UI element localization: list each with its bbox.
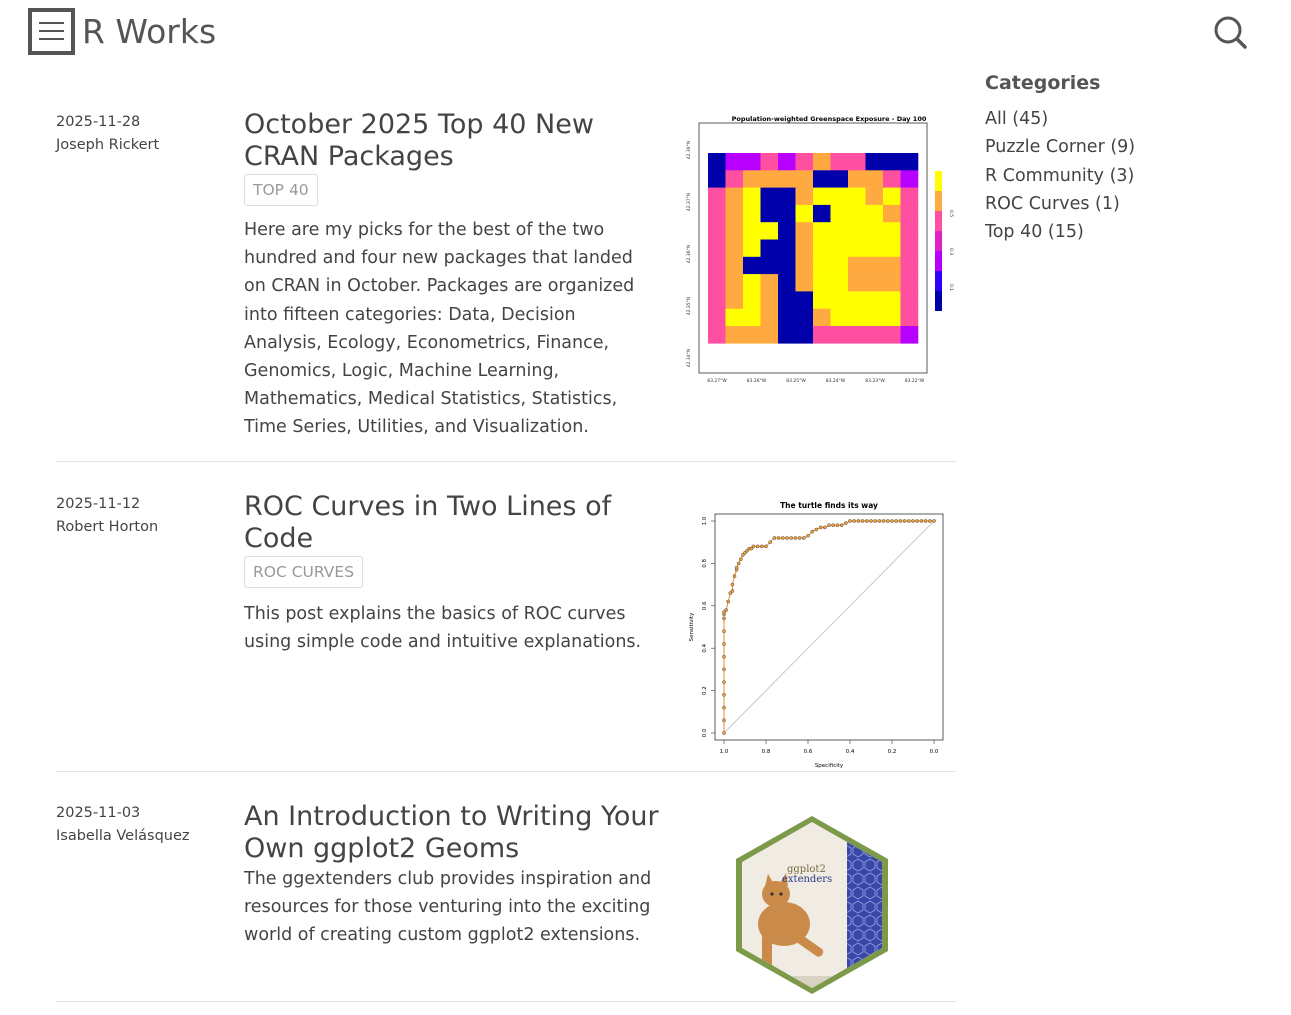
heatmap-cell [726, 309, 744, 327]
hamburger-menu-icon[interactable] [28, 8, 75, 55]
heatmap-x-ticks [707, 378, 925, 384]
heatmap-cell [813, 309, 831, 327]
heatmap-cell [831, 153, 849, 171]
roc-point [722, 719, 725, 722]
heatmap-cell [726, 326, 744, 344]
category-link-top-40[interactable]: Top 40 (15) [985, 222, 1084, 243]
post-thumbnail-heatmap[interactable] [686, 112, 958, 388]
site-title[interactable]: R Works [82, 12, 217, 51]
heatmap-cell [831, 257, 849, 275]
roc-x-tick: 0.4 [845, 749, 855, 755]
post-excerpt: This post explains the basics of ROC curves using simple code and intuitive explanations. [244, 604, 642, 653]
roc-point [722, 617, 725, 620]
heatmap-cell [883, 291, 901, 309]
roc-point [722, 630, 725, 633]
heatmap-cell [796, 309, 814, 327]
search-icon[interactable] [1212, 14, 1248, 50]
post-excerpt: Here are my picks for the best of the two hundred and four new packages that landed on CRAN in October. Packages are organized into fifteen categories: Data, Decision Analysis, Ecology, Econometrics, Finance, Genomics, Logic, Machine Learning, Mathematics, Medical Statistics, Statistics, Time Series, Utilities, and Visualization. [244, 220, 635, 438]
heatmap-cell [708, 257, 726, 275]
roc-point [861, 519, 864, 522]
roc-point [932, 519, 935, 522]
roc-point [853, 519, 856, 522]
heatmap-cell [796, 170, 814, 188]
roc-x-tick: 0.8 [761, 749, 771, 755]
post-title[interactable]: An Introduction to Writing Your Own ggplot2 Geoms [244, 801, 659, 864]
post-meta [56, 493, 236, 539]
roc-x-tick: 0.6 [803, 749, 813, 755]
roc-x-ticks [720, 740, 939, 755]
heatmap-cell [761, 222, 779, 240]
roc-point [722, 706, 725, 709]
heatmap-cell [848, 188, 866, 206]
roc-point [857, 519, 860, 522]
roc-point [769, 541, 772, 544]
heatmap-cell [831, 240, 849, 258]
post-title[interactable]: ROC Curves in Two Lines of Code [244, 491, 612, 554]
heatmap-cell [796, 326, 814, 344]
heatmap-cell [708, 326, 726, 344]
heatmap-cell [726, 222, 744, 240]
category-link-puzzle-corner[interactable]: Puzzle Corner (9) [985, 137, 1136, 158]
post-tag[interactable]: TOP 40 [244, 174, 318, 206]
heatmap-cell [901, 153, 919, 171]
heatmap-cell [813, 257, 831, 275]
heatmap-cell [831, 188, 849, 206]
roc-point [794, 536, 797, 539]
roc-point [733, 575, 736, 578]
heatmap-cell [778, 222, 796, 240]
heatmap-cell [848, 291, 866, 309]
heatmap-cell [813, 274, 831, 292]
roc-point [806, 534, 809, 537]
roc-point [727, 600, 730, 603]
roc-point [895, 519, 898, 522]
heatmap-cell [726, 274, 744, 292]
roc-point [798, 536, 801, 539]
heatmap-cell [831, 170, 849, 188]
heatmap-x-tick: 83.26°W [746, 379, 767, 384]
roc-y-tick: 0.0 [702, 728, 708, 738]
heatmap-cell [901, 222, 919, 240]
heatmap-cell [813, 170, 831, 188]
legend-tick: 0.3 [948, 248, 953, 256]
post-date: 2025-11-03 [56, 805, 141, 821]
heatmap-cell [778, 205, 796, 223]
heatmap-cell [796, 240, 814, 258]
roc-point [752, 545, 755, 548]
roc-point [865, 519, 868, 522]
heatmap-cell [848, 309, 866, 327]
heatmap-cell [796, 291, 814, 309]
heatmap-cell [743, 291, 761, 309]
heatmap-cell [813, 188, 831, 206]
heatmap-cell [813, 326, 831, 344]
post-thumbnail-roc-chart[interactable] [686, 498, 948, 770]
heatmap-cell [796, 222, 814, 240]
heatmap-cell [796, 153, 814, 171]
heatmap-cell [708, 274, 726, 292]
heatmap-cell [848, 257, 866, 275]
post-meta [56, 802, 236, 848]
roc-point [840, 524, 843, 527]
roc-point [790, 536, 793, 539]
roc-point [878, 519, 881, 522]
heatmap-cell [796, 274, 814, 292]
heatmap-cell [761, 240, 779, 258]
legend-tick: 0.1 [948, 284, 953, 292]
roc-point [920, 519, 923, 522]
heatmap-cell [778, 291, 796, 309]
heatmap-cell [726, 257, 744, 275]
site-header [0, 0, 1291, 64]
heatmap-cell [866, 222, 884, 240]
roc-point [725, 608, 728, 611]
roc-point [773, 536, 776, 539]
heatmap-cell [708, 222, 726, 240]
post-author: Isabella Velásquez [56, 828, 190, 844]
heatmap-cell [778, 257, 796, 275]
post-title[interactable]: October 2025 Top 40 New CRAN Packages [244, 109, 594, 172]
roc-point [869, 519, 872, 522]
heatmap-cell [901, 257, 919, 275]
heatmap-cell [831, 309, 849, 327]
category-link-roc-curves[interactable]: ROC Curves (1) [985, 193, 1120, 214]
heatmap-cell [866, 170, 884, 188]
roc-y-tick: 1.0 [702, 516, 708, 526]
roc-point [722, 655, 725, 658]
roc-point [722, 693, 725, 696]
heatmap-cell [813, 240, 831, 258]
heatmap-cell [761, 309, 779, 327]
roc-x-tick: 1.0 [719, 749, 729, 755]
roc-x-tick: 0.0 [929, 749, 939, 755]
heatmap-cell [848, 170, 866, 188]
heatmap-cell [866, 291, 884, 309]
heatmap-cell [848, 326, 866, 344]
roc-point [760, 545, 763, 548]
roc-point [802, 536, 805, 539]
post-author: Joseph Rickert [56, 137, 160, 153]
roc-point [815, 528, 818, 531]
categories-sidebar [985, 70, 1235, 246]
roc-point [819, 526, 822, 529]
heatmap-cell [726, 188, 744, 206]
heatmap-title: Population-weighted Greenspace Exposure - Day 100 [731, 115, 927, 123]
roc-point [903, 519, 906, 522]
heatmap-cell [778, 170, 796, 188]
roc-point [777, 536, 780, 539]
heatmap-cell [866, 257, 884, 275]
roc-point [756, 545, 759, 548]
heatmap-cell [901, 240, 919, 258]
heatmap-cell [883, 170, 901, 188]
heatmap-color-legend [935, 171, 954, 311]
legend-tick: 0.5 [948, 210, 953, 218]
heatmap-cell [778, 153, 796, 171]
heatmap-cell [848, 274, 866, 292]
roc-y-tick: 0.6 [702, 601, 708, 611]
heatmap-x-tick: 83.27°W [707, 379, 727, 384]
heatmap-cell [883, 240, 901, 258]
heatmap-cell [901, 274, 919, 292]
heatmap-x-tick: 83.23°W [865, 379, 885, 384]
roc-point [827, 524, 830, 527]
heatmap-cell [883, 326, 901, 344]
heatmap-cell [743, 153, 761, 171]
heatmap-cell [796, 205, 814, 223]
heatmap-y-tick: 42.34°N [687, 348, 692, 368]
post-excerpt: The ggextenders club provides inspiration and resources for those venturing into the exciting world of creating custom ggplot2 extensions. [244, 869, 652, 946]
post-list-item [56, 100, 956, 462]
roc-point [874, 519, 877, 522]
heatmap-cell [866, 240, 884, 258]
heatmap-cell [901, 170, 919, 188]
heatmap-cell [761, 170, 779, 188]
post-thumbnail-hex-logo[interactable] [732, 816, 892, 996]
heatmap-cell [883, 205, 901, 223]
post-meta [56, 111, 236, 157]
post-list-item [56, 772, 956, 1002]
roc-point [739, 558, 742, 561]
heatmap-cell [866, 274, 884, 292]
roc-y-tick: 0.8 [702, 559, 708, 568]
heatmap-cell [883, 274, 901, 292]
heatmap-cell [726, 205, 744, 223]
roc-point [848, 519, 851, 522]
heatmap-cell [743, 170, 761, 188]
roc-point [844, 522, 847, 525]
heatmap-y-tick: 42.36°N [687, 244, 692, 264]
roc-point [899, 519, 902, 522]
heatmap-cell [813, 153, 831, 171]
roc-y-tick: 0.4 [702, 643, 708, 653]
roc-point [722, 668, 725, 671]
heatmap-cell [831, 291, 849, 309]
roc-point [836, 524, 839, 527]
heatmap-cell [883, 222, 901, 240]
heatmap-cell [866, 326, 884, 344]
roc-point [764, 545, 767, 548]
heatmap-cell [831, 205, 849, 223]
roc-ylabel: Sensitivity [689, 612, 695, 642]
heatmap-x-tick: 83.22°W [904, 379, 925, 384]
heatmap-y-tick: 42.37°N [687, 192, 692, 212]
heatmap-cell [743, 257, 761, 275]
heatmap-cell [848, 205, 866, 223]
roc-point [924, 519, 927, 522]
post-author: Robert Horton [56, 519, 159, 535]
roc-y-ticks [702, 516, 715, 737]
logo-text-line2: extenders [782, 874, 833, 885]
heatmap-cell [866, 188, 884, 206]
heatmap-cell [813, 291, 831, 309]
heatmap-cell [866, 153, 884, 171]
heatmap-cell [796, 188, 814, 206]
roc-x-tick: 0.2 [887, 749, 897, 755]
heatmap-cell [778, 326, 796, 344]
post-date: 2025-11-28 [56, 114, 141, 130]
roc-point [907, 519, 910, 522]
post-list-item [56, 462, 956, 772]
heatmap-cell [708, 188, 726, 206]
heatmap-cell [761, 205, 779, 223]
heatmap-y-tick: 42.35°N [687, 296, 692, 316]
heatmap-cell [761, 188, 779, 206]
heatmap-cell [778, 240, 796, 258]
heatmap-cell [743, 205, 761, 223]
heatmap-cell [848, 153, 866, 171]
heatmap-grid [708, 153, 918, 344]
heatmap-y-tick: 42.39°N [687, 140, 692, 160]
heatmap-cell [796, 257, 814, 275]
heatmap-cell [831, 326, 849, 344]
heatmap-cell [883, 153, 901, 171]
roc-point [722, 731, 725, 734]
heatmap-cell [778, 309, 796, 327]
heatmap-cell [761, 291, 779, 309]
heatmap-cell [761, 326, 779, 344]
heatmap-cell [831, 274, 849, 292]
heatmap-cell [901, 205, 919, 223]
heatmap-cell [883, 309, 901, 327]
heatmap-cell [726, 240, 744, 258]
heatmap-cell [761, 153, 779, 171]
heatmap-cell [778, 188, 796, 206]
heatmap-cell [831, 222, 849, 240]
heatmap-cell [901, 291, 919, 309]
heatmap-cell [726, 170, 744, 188]
post-tag[interactable]: ROC CURVES [244, 556, 363, 588]
roc-point [731, 583, 734, 586]
heatmap-cell [708, 170, 726, 188]
roc-point [911, 519, 914, 522]
heatmap-cell [743, 309, 761, 327]
category-link-r-community[interactable]: R Community (3) [985, 165, 1135, 186]
heatmap-cell [708, 240, 726, 258]
heatmap-cell [726, 291, 744, 309]
roc-point [785, 536, 788, 539]
heatmap-cell [708, 309, 726, 327]
heatmap-cell [743, 188, 761, 206]
heatmap-cell [813, 205, 831, 223]
roc-point [735, 566, 738, 569]
scrollbar[interactable] [1286, 0, 1291, 1015]
roc-point [886, 519, 889, 522]
roc-point [781, 536, 784, 539]
heatmap-cell [743, 274, 761, 292]
heatmap-cell [743, 326, 761, 344]
roc-point [890, 519, 893, 522]
roc-point [916, 519, 919, 522]
roc-point [928, 519, 931, 522]
categories-heading: Categories [985, 72, 1101, 94]
heatmap-cell [708, 153, 726, 171]
heatmap-cell [743, 240, 761, 258]
roc-point [737, 562, 740, 565]
roc-point [731, 589, 734, 592]
post-date: 2025-11-12 [56, 496, 141, 512]
heatmap-cell [708, 291, 726, 309]
roc-point [832, 524, 835, 527]
roc-point [722, 681, 725, 684]
roc-point [811, 530, 814, 533]
heatmap-cell [866, 205, 884, 223]
roc-xlabel: Specificity [814, 763, 844, 769]
heatmap-cell [883, 257, 901, 275]
heatmap-cell [901, 309, 919, 327]
heatmap-cell [708, 205, 726, 223]
heatmap-x-tick: 83.24°W [825, 379, 846, 384]
heatmap-cell [778, 274, 796, 292]
heatmap-cell [848, 240, 866, 258]
roc-y-tick: 0.2 [702, 686, 708, 695]
heatmap-x-tick: 83.25°W [786, 379, 806, 384]
roc-point [882, 519, 885, 522]
heatmap-cell [848, 222, 866, 240]
roc-point [823, 526, 826, 529]
heatmap-y-ticks [686, 141, 692, 368]
logo-text-line1: ggplot2 [787, 864, 826, 875]
heatmap-cell [901, 188, 919, 206]
heatmap-cell [883, 188, 901, 206]
roc-point [722, 642, 725, 645]
heatmap-cell [813, 222, 831, 240]
heatmap-cell [761, 257, 779, 275]
category-link-all[interactable]: All (45) [985, 109, 1049, 129]
heatmap-cell [866, 309, 884, 327]
roc-title: The turtle finds its way [780, 501, 878, 510]
heatmap-cell [761, 274, 779, 292]
heatmap-cell [901, 326, 919, 344]
heatmap-cell [743, 222, 761, 240]
heatmap-cell [726, 153, 744, 171]
